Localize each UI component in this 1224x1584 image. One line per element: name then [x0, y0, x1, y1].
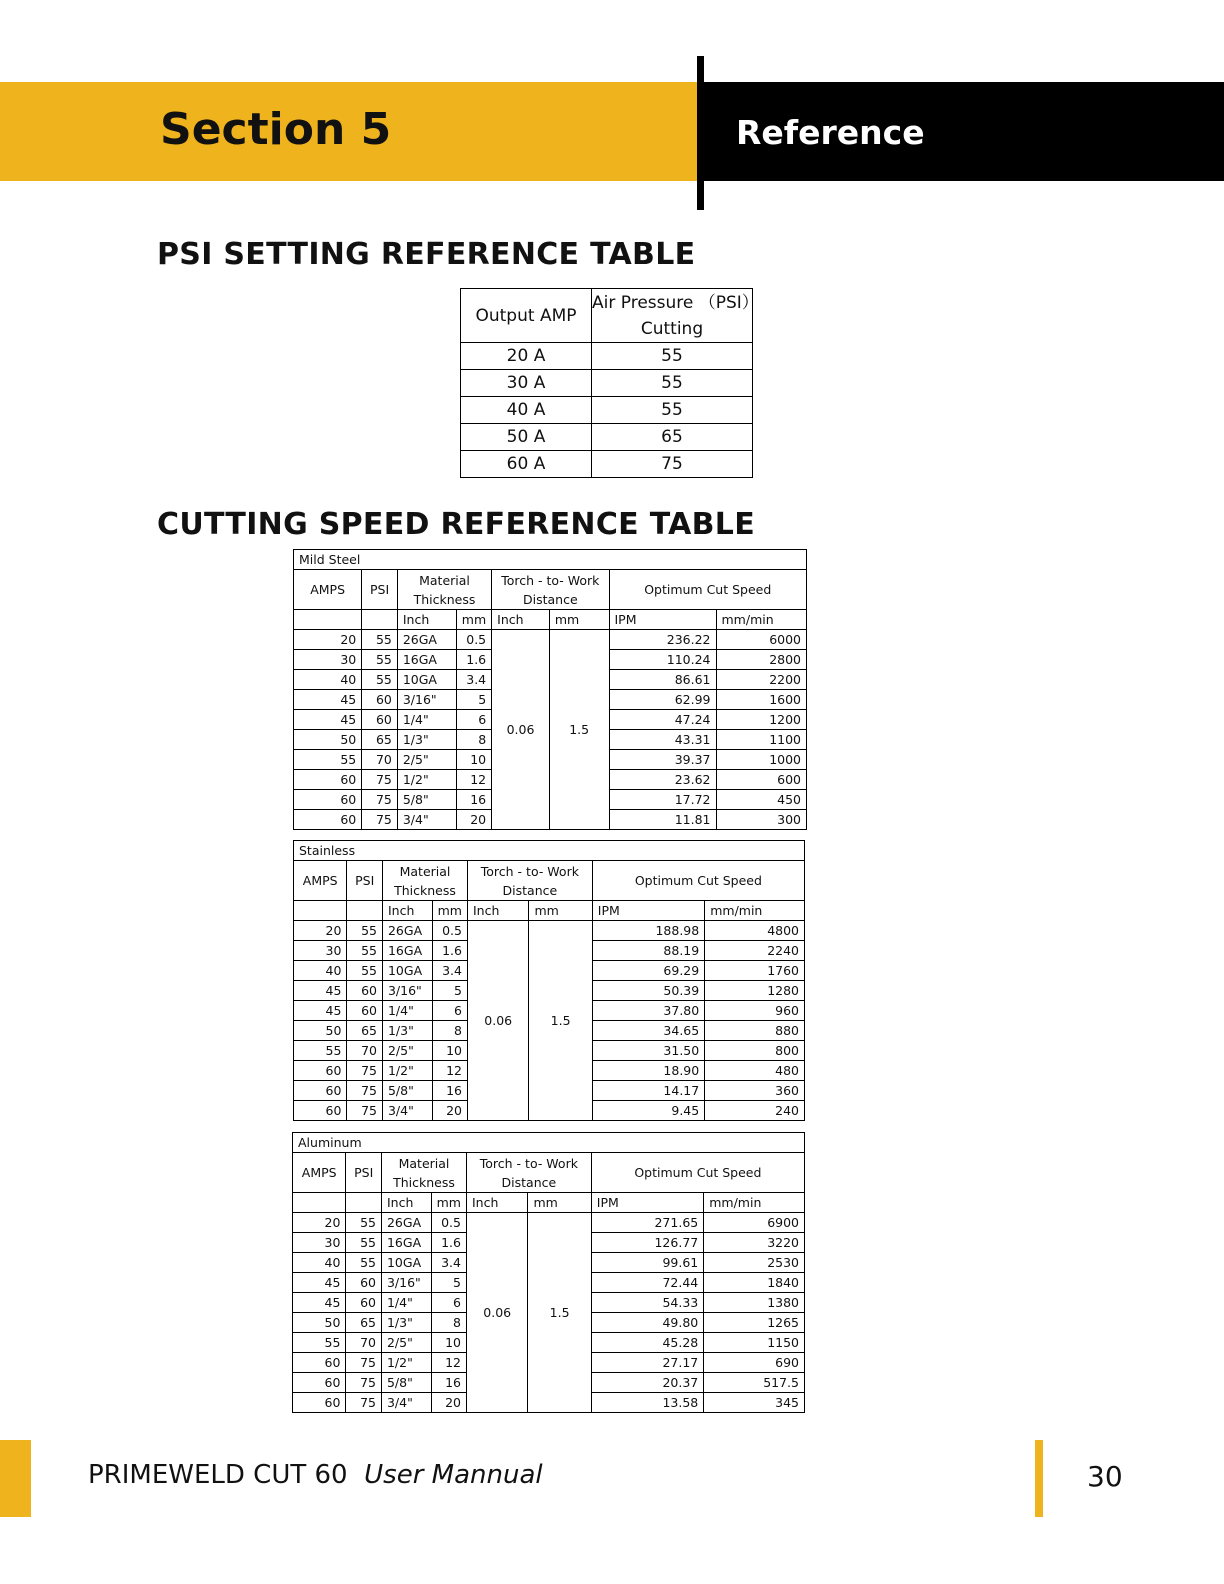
psi-cell: 65 [362, 730, 398, 750]
thickness-mm-cell: 10 [432, 1041, 467, 1061]
footer-accent-left [0, 1440, 31, 1517]
thickness-gauge-cell: 3/4" [397, 810, 456, 830]
ipm-cell: 126.77 [591, 1233, 703, 1253]
unit-mm: mm [549, 610, 609, 630]
mm-min-cell: 880 [705, 1021, 805, 1041]
column-header-row [294, 861, 805, 901]
thickness-gauge-cell: 1/2" [382, 1061, 432, 1081]
ipm-cell: 11.81 [609, 810, 716, 830]
thickness-gauge-cell: 5/8" [381, 1373, 431, 1393]
mm-min-cell: 960 [705, 1001, 805, 1021]
thickness-mm-cell: 10 [431, 1333, 466, 1353]
ipm-cell: 236.22 [609, 630, 716, 650]
thickness-mm-cell: 8 [456, 730, 491, 750]
amps-cell: 30 [293, 1233, 346, 1253]
thickness-gauge-cell: 16GA [397, 650, 456, 670]
thickness-mm-cell: 12 [432, 1061, 467, 1081]
cutting-table-heading: CUTTING SPEED REFERENCE TABLE [157, 507, 756, 542]
thickness-gauge-cell: 3/16" [382, 981, 432, 1001]
cut-speed-header: Optimum Cut Speed [609, 570, 807, 610]
thickness-mm-cell: 8 [432, 1021, 467, 1041]
psi-cell: 65 [346, 1313, 382, 1333]
ipm-cell: 69.29 [592, 961, 704, 981]
empty-cell [293, 1193, 346, 1213]
amps-cell: 60 [293, 1353, 346, 1373]
thickness-gauge-cell: 26GA [397, 630, 456, 650]
mm-min-cell: 1840 [704, 1273, 805, 1293]
amps-cell: 50 [294, 1021, 347, 1041]
distance-mm-cell: 1.5 [549, 630, 609, 830]
output-amp-cell: 40 A [461, 397, 592, 424]
mm-min-cell: 1265 [704, 1313, 805, 1333]
psi-value-cell: 75 [592, 451, 753, 478]
psi-cell: 75 [362, 810, 398, 830]
ipm-cell: 49.80 [591, 1313, 703, 1333]
amps-header: AMPS [294, 861, 347, 901]
thickness-gauge-cell: 10GA [397, 670, 456, 690]
material-title-row [293, 1133, 805, 1153]
thickness-mm-cell: 20 [432, 1101, 467, 1121]
psi-row [461, 397, 753, 424]
psi-cell: 75 [347, 1081, 383, 1101]
empty-cell [347, 901, 383, 921]
thickness-mm-cell: 20 [431, 1393, 466, 1413]
thickness-mm-cell: 0.5 [431, 1213, 466, 1233]
thickness-gauge-cell: 2/5" [397, 750, 456, 770]
ipm-cell: 62.99 [609, 690, 716, 710]
unit-mm: mm [431, 1193, 466, 1213]
empty-cell [346, 1193, 382, 1213]
cut-speed-header: Optimum Cut Speed [592, 861, 804, 901]
thickness-mm-cell: 5 [456, 690, 491, 710]
psi-cell: 55 [362, 670, 398, 690]
stainless-table [293, 840, 805, 1121]
psi-cell: 65 [347, 1021, 383, 1041]
empty-cell [294, 901, 347, 921]
mm-min-cell: 517.5 [704, 1373, 805, 1393]
mm-min-cell: 1000 [716, 750, 807, 770]
thickness-mm-cell: 20 [456, 810, 491, 830]
table-row [294, 921, 805, 941]
thickness-mm-cell: 3.4 [456, 670, 491, 690]
mild-steel-table [293, 549, 807, 830]
psi-cell: 55 [347, 941, 383, 961]
mm-min-cell: 1100 [716, 730, 807, 750]
output-amp-cell: 20 A [461, 343, 592, 370]
material-name: Stainless [294, 841, 805, 861]
psi-cell: 75 [346, 1393, 382, 1413]
mm-min-cell: 360 [705, 1081, 805, 1101]
page-number: 30 [1087, 1460, 1123, 1493]
thickness-gauge-cell: 1/4" [382, 1001, 432, 1021]
psi-cell: 55 [346, 1213, 382, 1233]
ipm-cell: 188.98 [592, 921, 704, 941]
unit-mm: mm [432, 901, 467, 921]
psi-header-row [461, 289, 753, 343]
thickness-gauge-cell: 5/8" [382, 1081, 432, 1101]
mm-min-cell: 240 [705, 1101, 805, 1121]
ipm-cell: 18.90 [592, 1061, 704, 1081]
unit-mm: mm [528, 1193, 591, 1213]
ipm-cell: 50.39 [592, 981, 704, 1001]
psi-cell: 60 [347, 1001, 383, 1021]
psi-cell: 55 [346, 1233, 382, 1253]
thickness-mm-cell: 6 [456, 710, 491, 730]
thickness-gauge-cell: 10GA [381, 1253, 431, 1273]
torch-distance-header: Torch - to- Work Distance [467, 861, 592, 901]
thickness-mm-cell: 16 [432, 1081, 467, 1101]
thickness-mm-cell: 16 [431, 1373, 466, 1393]
mm-min-cell: 1380 [704, 1293, 805, 1313]
psi-cell: 55 [362, 650, 398, 670]
mm-min-cell: 2200 [716, 670, 807, 690]
distance-mm-cell: 1.5 [528, 1213, 591, 1413]
air-pressure-header: Air Pressure （PSI） Cutting [592, 289, 753, 343]
ipm-cell: 39.37 [609, 750, 716, 770]
amps-cell: 45 [294, 690, 362, 710]
psi-cell: 60 [346, 1293, 382, 1313]
unit-header-row [293, 1193, 805, 1213]
thickness-mm-cell: 3.4 [431, 1253, 466, 1273]
psi-cell: 55 [347, 921, 383, 941]
ipm-cell: 20.37 [591, 1373, 703, 1393]
unit-mm-min: mm/min [716, 610, 807, 630]
thickness-gauge-cell: 3/4" [382, 1101, 432, 1121]
mm-min-cell: 1280 [705, 981, 805, 1001]
thickness-mm-cell: 1.6 [432, 941, 467, 961]
thickness-gauge-cell: 26GA [381, 1213, 431, 1233]
psi-cell: 60 [346, 1273, 382, 1293]
distance-inch-cell: 0.06 [467, 921, 528, 1121]
aluminum-table [292, 1132, 805, 1413]
psi-value-cell: 55 [592, 397, 753, 424]
psi-value-cell: 55 [592, 343, 753, 370]
reference-label: Reference [736, 113, 925, 152]
ipm-cell: 31.50 [592, 1041, 704, 1061]
psi-row [461, 370, 753, 397]
thickness-mm-cell: 16 [456, 790, 491, 810]
unit-ipm: IPM [592, 901, 704, 921]
psi-cell: 70 [346, 1333, 382, 1353]
amps-cell: 60 [293, 1393, 346, 1413]
mm-min-cell: 4800 [705, 921, 805, 941]
material-title-row [294, 550, 807, 570]
ipm-cell: 86.61 [609, 670, 716, 690]
thickness-gauge-cell: 1/3" [381, 1313, 431, 1333]
material-thickness-header: Material Thickness [382, 861, 467, 901]
psi-cell: 75 [362, 790, 398, 810]
thickness-mm-cell: 12 [456, 770, 491, 790]
ipm-cell: 54.33 [591, 1293, 703, 1313]
ipm-cell: 43.31 [609, 730, 716, 750]
amps-cell: 20 [294, 921, 347, 941]
psi-cell: 75 [346, 1353, 382, 1373]
ipm-cell: 14.17 [592, 1081, 704, 1101]
amps-cell: 50 [293, 1313, 346, 1333]
distance-inch-cell: 0.06 [466, 1213, 527, 1413]
amps-cell: 20 [293, 1213, 346, 1233]
column-header-row [294, 570, 807, 610]
thickness-gauge-cell: 2/5" [382, 1041, 432, 1061]
psi-row [461, 424, 753, 451]
thickness-gauge-cell: 2/5" [381, 1333, 431, 1353]
ipm-cell: 34.65 [592, 1021, 704, 1041]
amps-cell: 40 [294, 670, 362, 690]
amps-cell: 60 [294, 790, 362, 810]
table-row [294, 630, 807, 650]
psi-cell: 75 [346, 1373, 382, 1393]
ipm-cell: 9.45 [592, 1101, 704, 1121]
thickness-gauge-cell: 1/2" [397, 770, 456, 790]
amps-cell: 60 [294, 770, 362, 790]
mm-min-cell: 1760 [705, 961, 805, 981]
amps-cell: 30 [294, 650, 362, 670]
psi-cell: 55 [346, 1253, 382, 1273]
amps-cell: 60 [294, 810, 362, 830]
amps-cell: 55 [294, 750, 362, 770]
thickness-gauge-cell: 1/4" [397, 710, 456, 730]
psi-cell: 75 [347, 1061, 383, 1081]
amps-cell: 20 [294, 630, 362, 650]
ipm-cell: 45.28 [591, 1333, 703, 1353]
psi-cell: 75 [347, 1101, 383, 1121]
psi-table-heading: PSI SETTING REFERENCE TABLE [157, 237, 696, 272]
psi-row [461, 451, 753, 478]
output-amp-cell: 60 A [461, 451, 592, 478]
psi-cell: 55 [347, 961, 383, 981]
thickness-mm-cell: 12 [431, 1353, 466, 1373]
ipm-cell: 88.19 [592, 941, 704, 961]
ipm-cell: 110.24 [609, 650, 716, 670]
psi-row [461, 343, 753, 370]
unit-header-row [294, 610, 807, 630]
ipm-cell: 27.17 [591, 1353, 703, 1373]
amps-header: AMPS [293, 1153, 346, 1193]
empty-cell [362, 610, 398, 630]
psi-cell: 55 [362, 630, 398, 650]
unit-ipm: IPM [591, 1193, 703, 1213]
mm-min-cell: 2530 [704, 1253, 805, 1273]
mm-min-cell: 450 [716, 790, 807, 810]
thickness-mm-cell: 1.6 [456, 650, 491, 670]
psi-cell: 70 [347, 1041, 383, 1061]
amps-cell: 40 [294, 961, 347, 981]
mm-min-cell: 800 [705, 1041, 805, 1061]
unit-mm: mm [529, 901, 592, 921]
thickness-mm-cell: 3.4 [432, 961, 467, 981]
ipm-cell: 271.65 [591, 1213, 703, 1233]
amps-cell: 55 [294, 1041, 347, 1061]
unit-inch: Inch [381, 1193, 431, 1213]
mm-min-cell: 300 [716, 810, 807, 830]
psi-cell: 60 [362, 690, 398, 710]
amps-cell: 60 [294, 1101, 347, 1121]
mm-min-cell: 2240 [705, 941, 805, 961]
distance-inch-cell: 0.06 [492, 630, 550, 830]
mm-min-cell: 6000 [716, 630, 807, 650]
amps-cell: 50 [294, 730, 362, 750]
thickness-gauge-cell: 10GA [382, 961, 432, 981]
mm-min-cell: 480 [705, 1061, 805, 1081]
amps-cell: 60 [294, 1061, 347, 1081]
ipm-cell: 23.62 [609, 770, 716, 790]
output-amp-header: Output AMP [461, 289, 592, 343]
ipm-cell: 17.72 [609, 790, 716, 810]
material-name: Aluminum [293, 1133, 805, 1153]
psi-header: PSI [362, 570, 398, 610]
footer-accent-right [1035, 1440, 1043, 1517]
unit-inch: Inch [382, 901, 432, 921]
amps-cell: 55 [293, 1333, 346, 1353]
banner-divider [697, 56, 704, 210]
thickness-gauge-cell: 26GA [382, 921, 432, 941]
ipm-cell: 99.61 [591, 1253, 703, 1273]
unit-inch: Inch [397, 610, 456, 630]
unit-header-row [294, 901, 805, 921]
thickness-gauge-cell: 16GA [381, 1233, 431, 1253]
mm-min-cell: 600 [716, 770, 807, 790]
torch-distance-header: Torch - to- Work Distance [466, 1153, 591, 1193]
unit-mm-min: mm/min [705, 901, 805, 921]
mm-min-cell: 1150 [704, 1333, 805, 1353]
section-label: Section 5 [160, 104, 392, 155]
ipm-cell: 72.44 [591, 1273, 703, 1293]
amps-cell: 40 [293, 1253, 346, 1273]
thickness-mm-cell: 6 [431, 1293, 466, 1313]
thickness-gauge-cell: 3/4" [381, 1393, 431, 1413]
amps-cell: 45 [293, 1293, 346, 1313]
amps-cell: 45 [293, 1273, 346, 1293]
mm-min-cell: 690 [704, 1353, 805, 1373]
thickness-gauge-cell: 1/3" [382, 1021, 432, 1041]
thickness-gauge-cell: 16GA [382, 941, 432, 961]
psi-header: PSI [347, 861, 383, 901]
amps-cell: 60 [293, 1373, 346, 1393]
psi-value-cell: 65 [592, 424, 753, 451]
psi-table-body [461, 343, 753, 478]
mm-min-cell: 6900 [704, 1213, 805, 1233]
thickness-gauge-cell: 3/16" [381, 1273, 431, 1293]
thickness-gauge-cell: 3/16" [397, 690, 456, 710]
thickness-mm-cell: 6 [432, 1001, 467, 1021]
unit-inch: Inch [466, 1193, 527, 1213]
psi-cell: 70 [362, 750, 398, 770]
thickness-mm-cell: 10 [456, 750, 491, 770]
psi-header: PSI [346, 1153, 382, 1193]
output-amp-cell: 30 A [461, 370, 592, 397]
material-thickness-header: Material Thickness [381, 1153, 466, 1193]
thickness-gauge-cell: 5/8" [397, 790, 456, 810]
amps-cell: 45 [294, 710, 362, 730]
unit-mm: mm [456, 610, 491, 630]
thickness-mm-cell: 5 [431, 1273, 466, 1293]
unit-ipm: IPM [609, 610, 716, 630]
mm-min-cell: 345 [704, 1393, 805, 1413]
torch-distance-header: Torch - to- Work Distance [492, 570, 609, 610]
thickness-mm-cell: 1.6 [431, 1233, 466, 1253]
amps-cell: 45 [294, 1001, 347, 1021]
thickness-mm-cell: 8 [431, 1313, 466, 1333]
ipm-cell: 13.58 [591, 1393, 703, 1413]
footer-title: PRIMEWELD CUT 60 User Mannual [88, 1460, 543, 1490]
amps-cell: 60 [294, 1081, 347, 1101]
material-title-row [294, 841, 805, 861]
thickness-gauge-cell: 1/3" [397, 730, 456, 750]
thickness-mm-cell: 0.5 [432, 921, 467, 941]
psi-cell: 60 [347, 981, 383, 1001]
thickness-mm-cell: 0.5 [456, 630, 491, 650]
thickness-mm-cell: 5 [432, 981, 467, 1001]
psi-value-cell: 55 [592, 370, 753, 397]
cut-speed-header: Optimum Cut Speed [591, 1153, 804, 1193]
unit-mm-min: mm/min [704, 1193, 805, 1213]
unit-inch: Inch [467, 901, 528, 921]
empty-cell [294, 610, 362, 630]
unit-inch: Inch [492, 610, 550, 630]
mm-min-cell: 1600 [716, 690, 807, 710]
table-row [293, 1213, 805, 1233]
amps-cell: 45 [294, 981, 347, 1001]
ipm-cell: 37.80 [592, 1001, 704, 1021]
material-thickness-header: Material Thickness [397, 570, 491, 610]
amps-cell: 30 [294, 941, 347, 961]
thickness-gauge-cell: 1/4" [381, 1293, 431, 1313]
thickness-gauge-cell: 1/2" [381, 1353, 431, 1373]
amps-header: AMPS [294, 570, 362, 610]
material-name: Mild Steel [294, 550, 807, 570]
psi-cell: 60 [362, 710, 398, 730]
mm-min-cell: 2800 [716, 650, 807, 670]
output-amp-cell: 50 A [461, 424, 592, 451]
psi-cell: 75 [362, 770, 398, 790]
mm-min-cell: 3220 [704, 1233, 805, 1253]
column-header-row [293, 1153, 805, 1193]
distance-mm-cell: 1.5 [529, 921, 592, 1121]
ipm-cell: 47.24 [609, 710, 716, 730]
mm-min-cell: 1200 [716, 710, 807, 730]
psi-setting-table [460, 288, 759, 478]
